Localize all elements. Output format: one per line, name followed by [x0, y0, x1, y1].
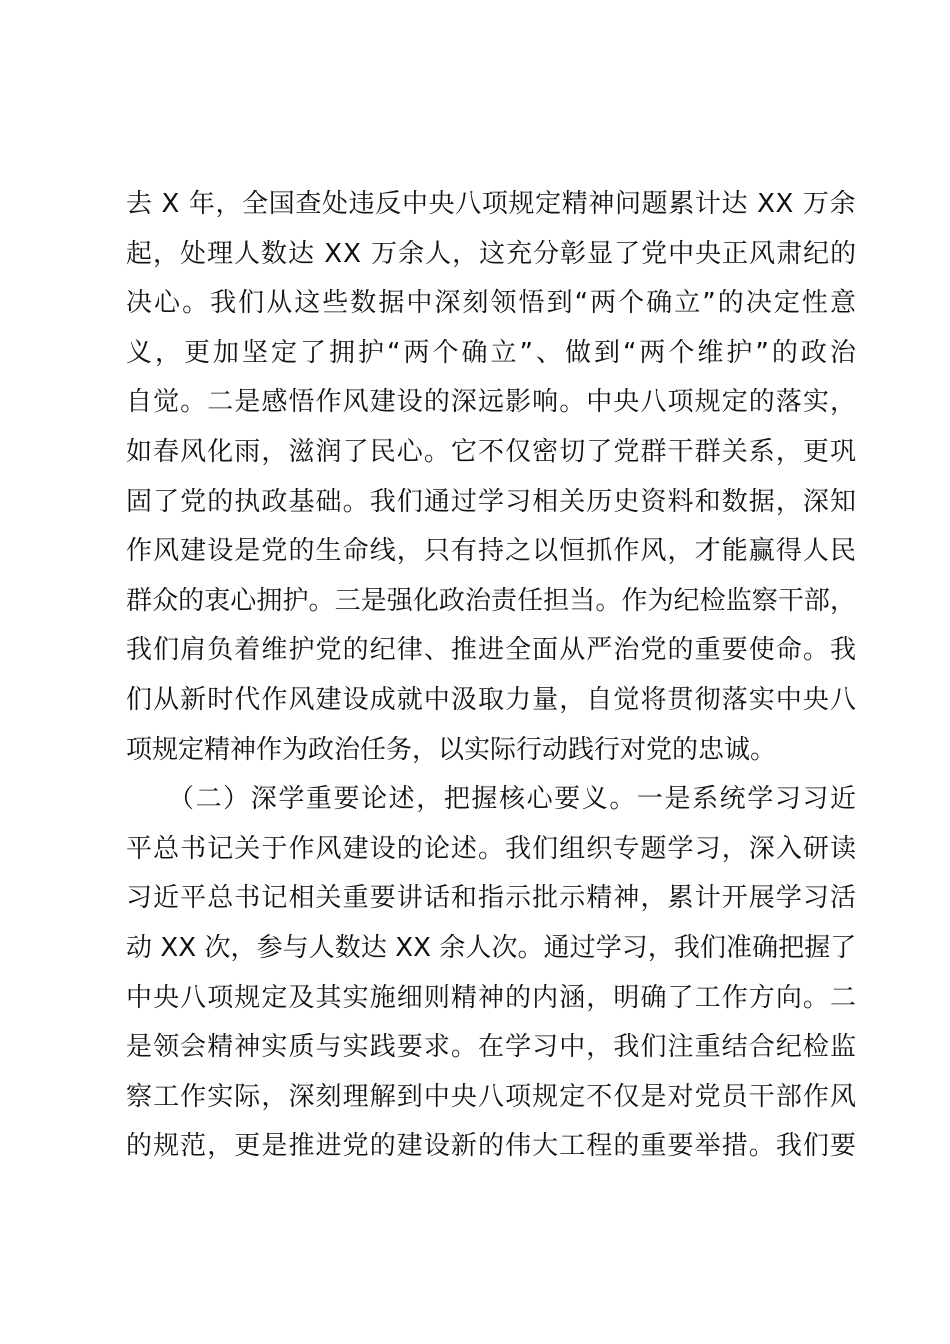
text-line: 中央八项规定及其实施细则精神的内涵，明确了工作方向。二 [126, 982, 858, 1013]
text-line: 察工作实际，深刻理解到中央八项规定不仅是对党员干部作风 [126, 1081, 858, 1112]
text-line: 项规定精神作为政治任务，以实际行动践行对党的忠诚。 [126, 734, 777, 765]
text-line: 我们肩负着维护党的纪律、推进全面从严治党的重要使命。我 [126, 635, 858, 666]
text-line: 固了党的执政基础。我们通过学习相关历史资料和数据，深知 [126, 486, 858, 517]
text-line: 平总书记关于作风建设的论述。我们组织专题学习，深入研读 [126, 833, 858, 864]
text-line: 的规范，更是推进党的建设新的伟大工程的重要举措。我们要 [126, 1131, 858, 1162]
text-line: 去 X 年，全国查处违反中央八项规定精神问题累计达 XX 万余 [126, 189, 857, 219]
text-line: 群众的衷心拥护。三是强化政治责任担当。作为纪检监察干部， [126, 585, 857, 616]
text-line: 们从新时代作风建设成就中汲取力量，自觉将贯彻落实中央八 [126, 685, 858, 715]
text-line: 如春风化雨，滋润了民心。它不仅密切了党群干群关系，更巩 [126, 437, 858, 467]
text-line: 自觉。二是感悟作风建设的深远影响。中央八项规定的落实， [126, 387, 858, 418]
text-line: 动 XX 次，参与人数达 XX 余人次。通过学习，我们准确把握了 [126, 933, 857, 963]
paragraph-start-line: （二）深学重要论述，把握核心要义。一是系统学习习近 [168, 784, 858, 815]
text-line: 作风建设是党的生命线，只有持之以恒抓作风，才能赢得人民 [126, 536, 858, 567]
text-line: 习近平总书记相关重要讲话和指示批示精神，累计开展学习活 [126, 883, 858, 914]
text-line: 起，处理人数达 XX 万余人，这充分彰显了党中央正风肃纪的 [126, 238, 858, 269]
text-line: 是领会精神实质与实践要求。在学习中，我们注重结合纪检监 [126, 1032, 858, 1063]
text-line: 义，更加坚定了拥护“两个确立”、做到“两个维护”的政治 [126, 337, 859, 368]
text-line: 决心。我们从这些数据中深刻领悟到“两个确立”的决定性意 [126, 288, 858, 319]
